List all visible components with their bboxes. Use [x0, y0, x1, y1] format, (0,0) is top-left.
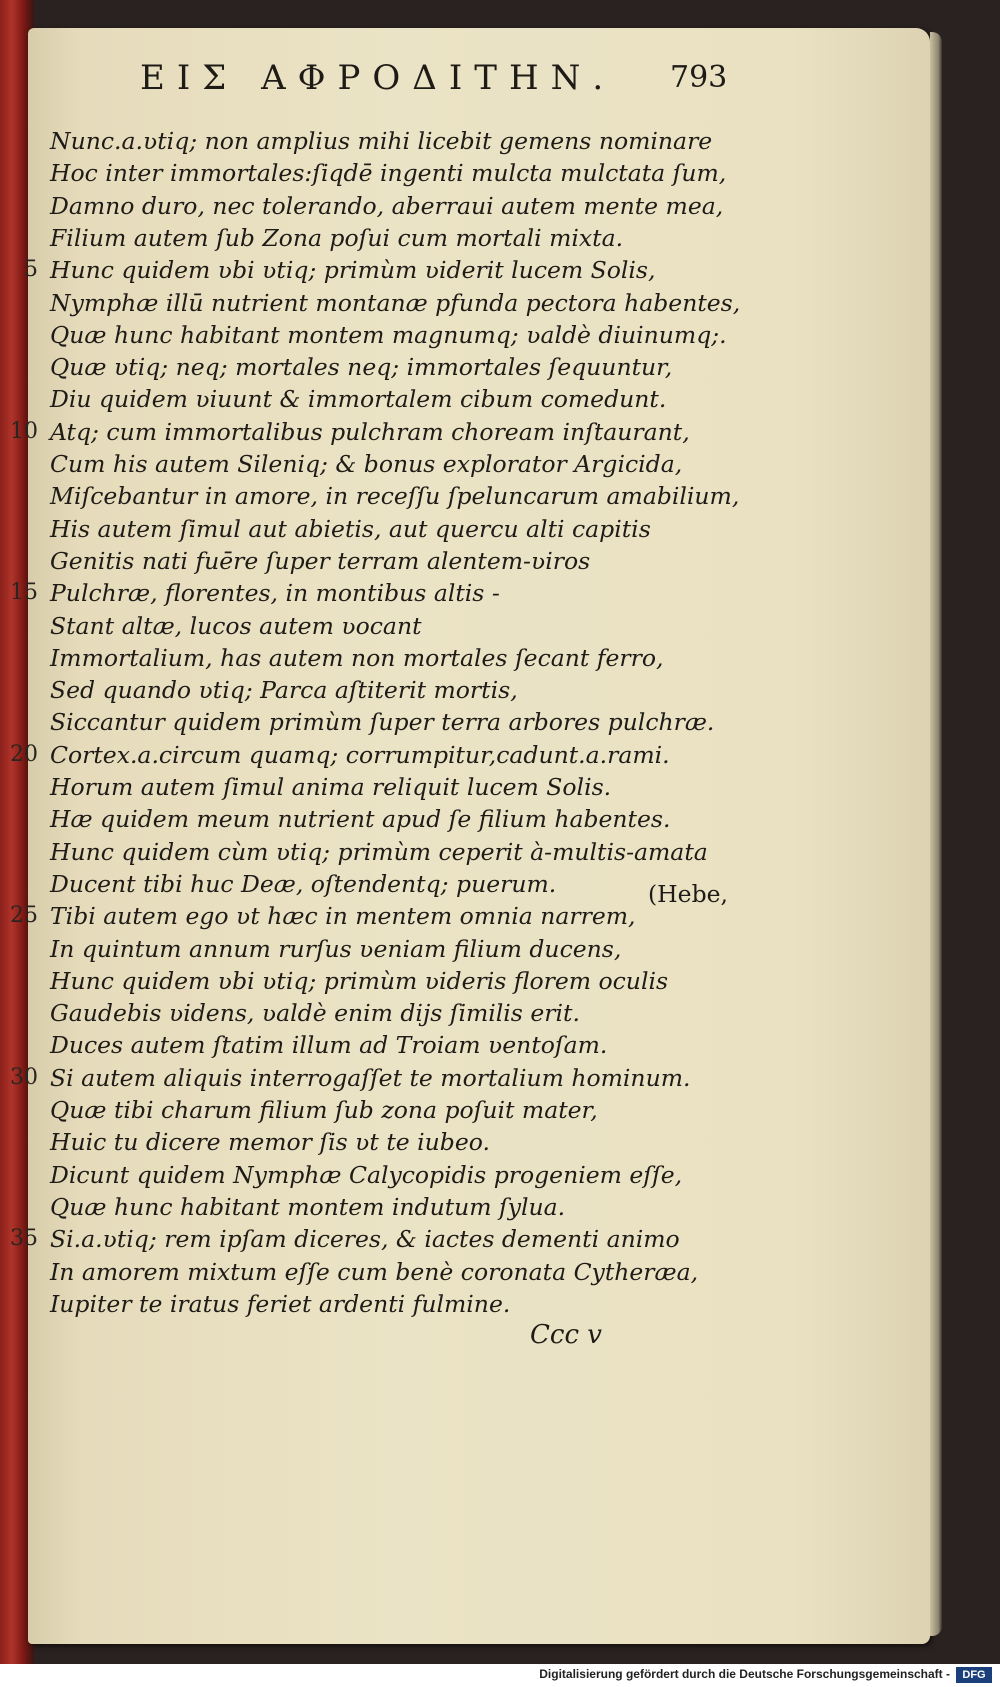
verse-line: Sed quando ʋtiq; Parca aſtiterit mortis,: [50, 676, 518, 705]
line-number: 30: [10, 1064, 38, 1090]
verse-line: Ducent tibi huc Deæ, oſtendentq; puerum.: [50, 869, 557, 898]
verse-line: Genitis nati fuēre ſuper terram alentem-ʋiros: [50, 546, 591, 575]
verse-line: Si.a.ʋtiq; rem ipſam diceres, & iactes dementi animo: [50, 1225, 680, 1254]
verse-line: Siccantur quidem primùm ſuper terra arbores pulchræ.: [50, 708, 715, 737]
verse-line: Dicunt quidem Nymphæ Calycopidis progeniem eſſe,: [50, 1160, 683, 1189]
verse-line: Hunc quidem cùm ʋtiq; primùm ceperit à-multis-amata: [50, 837, 708, 866]
side-note: (Hebe,: [648, 880, 728, 908]
verse-line: Cum his autem Sileniq; & bonus explorator Argicida,: [50, 450, 683, 478]
verse-line: Hoc inter immortales:ſiqdē ingenti mulcta mulctata ſum,: [50, 159, 727, 188]
line-number: 10: [10, 418, 38, 444]
catchword: Ccc v: [530, 1320, 602, 1350]
verse-line: Horum autem ſimul anima reliquit lucem Solis.: [50, 773, 612, 801]
verse-line: Damno duro, nec tolerando, aberraui autem mente mea,: [50, 191, 724, 220]
verse-line: Tibi autem ego ʋt hæc in mentem omnia narrem,: [50, 902, 636, 931]
verse-line: Quæ ʋtiq; neq; mortales neq; immortales ſequuntur,: [50, 353, 673, 382]
verse-line: Nunc.a.ʋtiq; non amplius mihi licebit gemens nominare: [50, 127, 713, 155]
verse-line: In amorem mixtum eſſe cum benè coronata Cytheræa,: [50, 1257, 699, 1286]
verse-line: Diu quidem ʋiuunt & immortalem cibum comedunt.: [50, 385, 667, 414]
verse-line: Filium autem ſub Zona poſui cum mortali mixta.: [50, 223, 624, 252]
verse-line: Miſcebantur in amore, in receſſu ſpeluncarum amabilium,: [50, 482, 740, 511]
page-number: 793: [670, 60, 728, 95]
line-number: 35: [10, 1226, 38, 1252]
verse-line: Nymphæ illū nutrient montanæ pfunda pectora habentes,: [50, 288, 741, 317]
verse-line: Immortalium, has autem non mortales ſecant ferro,: [50, 643, 664, 672]
page-edge: [930, 32, 942, 1636]
verse-line: Quæ hunc habitant montem indutum ſylua.: [50, 1192, 566, 1221]
verse-line: Hunc quidem ʋbi ʋtiq; primùm ʋiderit lucem Solis,: [50, 256, 656, 285]
footer-bar: [0, 1664, 1000, 1687]
dfg-logo: DFG: [956, 1667, 992, 1683]
line-number: 20: [10, 741, 38, 767]
verse-line: Atq; cum immortalibus pulchram choream inſtaurant,: [50, 417, 690, 446]
line-number: 25: [10, 903, 38, 929]
verse-line: Quæ tibi charum filium ſub zona poſuit mater,: [50, 1096, 598, 1124]
verse-line: Iupiter te iratus feriet ardenti fulmine.: [50, 1289, 511, 1318]
line-number: 5: [24, 257, 38, 283]
verse-line: Duces autem ſtatim illum ad Troiam ʋentoſam.: [50, 1031, 608, 1060]
verse-line: In quintum annum rurſus ʋeniam filium ducens,: [50, 934, 622, 963]
verse-line: Gaudebis ʋidens, ʋaldè enim dijs ſimilis erit.: [50, 999, 580, 1028]
verse-line: Quæ hunc habitant montem magnumq; ʋaldè diuinumq;.: [50, 320, 727, 349]
verse-line: Huic tu dicere memor ſis ʋt te iubeo.: [50, 1128, 490, 1157]
footer-credit: Digitalisierung gefördert durch die Deutsche Forschungsgemeinschaft -: [539, 1667, 950, 1681]
verse-line: Stant altæ, lucos autem ʋocant: [50, 611, 422, 640]
verse-line: Si autem aliquis interrogaſſet te mortalium hominum.: [50, 1063, 691, 1092]
running-head: ΕΙΣ ΑΦΡΟΔΙΤΗΝ.: [140, 58, 616, 98]
line-number: 15: [10, 580, 38, 606]
verse-line: His autem ſimul aut abietis, aut quercu alti capitis: [50, 514, 651, 543]
verse-line: Hæ quidem meum nutrient apud ſe filium habentes.: [50, 805, 671, 834]
verse-line: Hunc quidem ʋbi ʋtiq; primùm ʋideris florem oculis: [50, 966, 669, 995]
verse-line: Pulchræ, florentes, in montibus altis -: [50, 579, 500, 608]
verse-line: Cortex.a.circum quamq; corrumpitur,cadunt.a.rami.: [50, 740, 670, 769]
